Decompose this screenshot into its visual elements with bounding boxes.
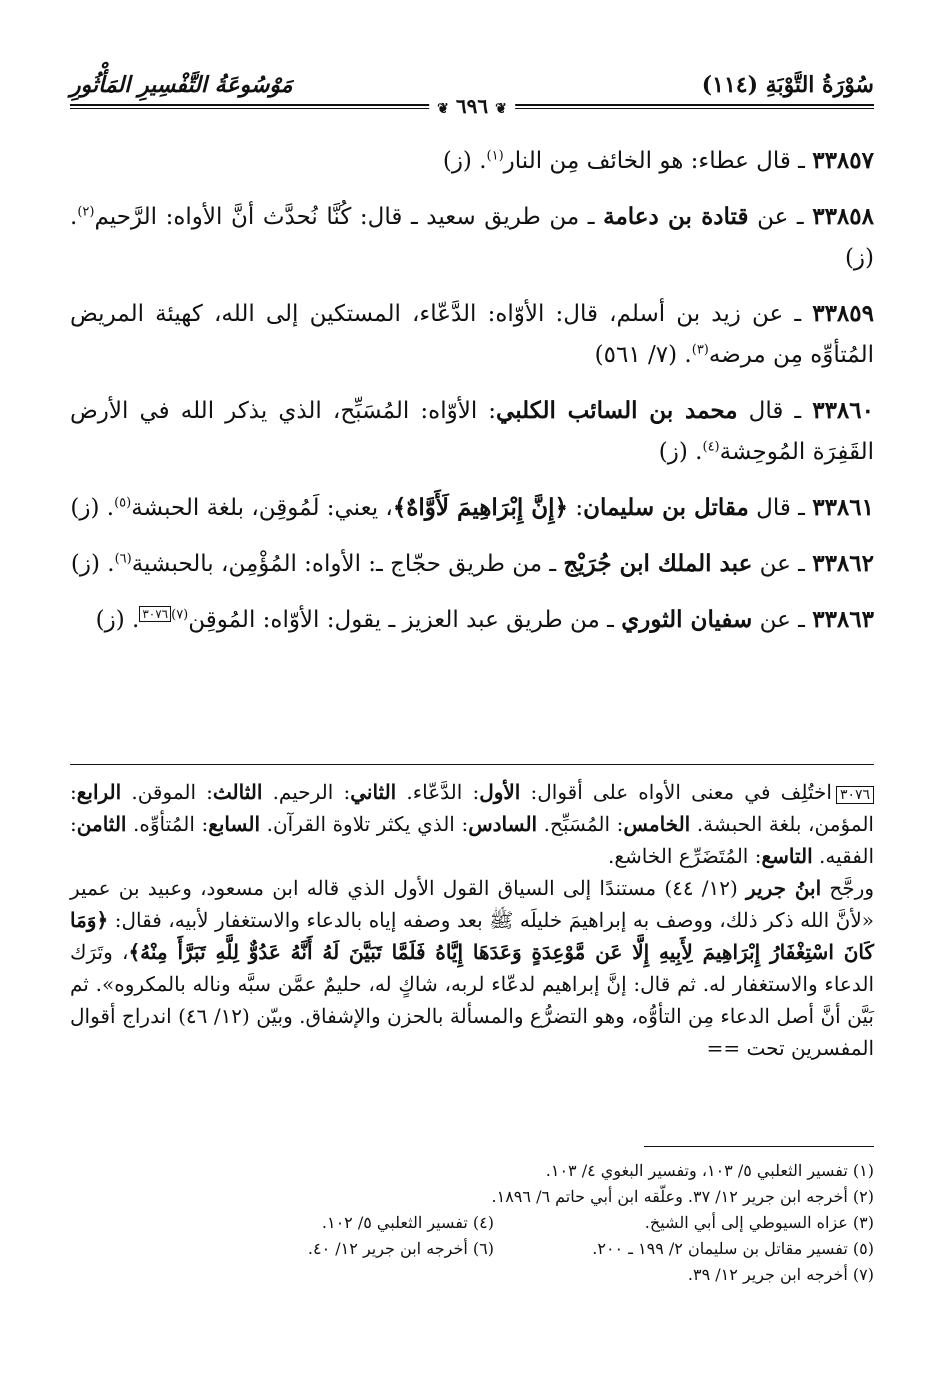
narration-entry	[70, 293, 874, 376]
book-title: مَوْسُوعَةُ التَّفْسِيرِ المَأْثُورِ	[70, 72, 293, 98]
narration-number: ٣٣٨٦٣	[812, 606, 874, 633]
footnote-row	[70, 1184, 874, 1210]
ornament-icon: ❦	[437, 101, 449, 117]
commentary-ref: ٣٠٧٦	[139, 606, 171, 622]
commentary-separator	[70, 764, 874, 765]
text-run: (١٢/ ٤٤) مستندًا إلى السياق القول الأول الذي قاله ابن مسعود، وعبيد بن عمير «لأنَّ الله ذكر ذلك، ووصف به إبراهيمَ خليلَه ﷺ بعد وصفه إياه بالدعاء والاستغفار لأبيه، فقال:	[70, 876, 874, 932]
footnote: (٦) أخرجه ابن جرير ١٢/ ٤٠.	[307, 1239, 494, 1258]
page-number	[429, 94, 515, 118]
footnotes	[70, 1158, 874, 1288]
text-run: :	[568, 495, 584, 521]
commentary-number: ٣٠٧٦	[836, 786, 874, 804]
footnote: (٣) عزاه السيوطي إلى أبي الشيخ.	[644, 1213, 874, 1232]
text-run: : المُتَضَرِّع الخاشع.	[608, 844, 762, 868]
text-run: ـ من طريق حجّاج ـ: الأواه: المُؤْمِن، بالحبشية	[131, 551, 564, 577]
footnote: (٢) أخرجه ابن جرير ١٢/ ٣٧. وعلّقه ابن أبي حاتم ٦/ ١٨٩٦.	[491, 1187, 874, 1206]
narrator-name: محمد بن السائب الكلبي	[496, 397, 738, 424]
text-run: : الرحيم.	[262, 780, 351, 804]
text-run: ـ عن	[752, 551, 813, 577]
footnote-separator	[644, 1146, 874, 1147]
text-run: ـ قال	[748, 495, 813, 521]
narration-entry	[70, 196, 874, 279]
narration-entry	[70, 390, 874, 473]
keyword: الأول	[479, 780, 521, 804]
narration-entry	[70, 599, 874, 641]
text-run: ـ قال	[737, 398, 813, 424]
text-run: ورجَّح	[821, 876, 874, 900]
narration-entry	[70, 487, 874, 529]
keyword: السادس	[468, 812, 538, 836]
text-run: : المُسَبِّح.	[537, 812, 624, 836]
text-run: . (ز)	[70, 495, 115, 521]
keyword: السابع	[208, 812, 261, 836]
narration-number: ٣٣٨٦٢	[812, 550, 874, 577]
page-header	[70, 68, 874, 118]
keyword: الخامس	[623, 812, 691, 836]
narration-number: ٣٣٨٥٩	[812, 300, 874, 327]
footnote-row	[70, 1210, 874, 1236]
footnote: (٧) أخرجه ابن جرير ١٢/ ٣٩.	[687, 1265, 874, 1284]
text-run: . (ز)	[442, 148, 487, 174]
footnote-ref: (٦)	[114, 551, 132, 567]
surah-title: سُوْرَةُ التَّوْبَةِ (١١٤)	[701, 72, 874, 98]
text-run: اختُلِف في معنى الأواه على أقوال:	[520, 780, 832, 804]
narrator-name: عبد الملك ابن جُرَيْج	[563, 550, 753, 577]
footnote: (١) تفسير الثعلبي ٥/ ١٠٣، وتفسير البغوي ٤/ ١٠٣.	[545, 1161, 874, 1180]
narrator-name: قتادة بن دعامة	[603, 203, 749, 230]
text-run: . (٧/ ٥٦١)	[594, 342, 692, 368]
narration-number: ٣٣٨٦٠	[812, 397, 874, 424]
text-run: : المُتأوِّه.	[126, 812, 209, 836]
footnote-row	[70, 1158, 874, 1184]
footnote: (٤) تفسير الثعلبي ٥/ ١٠٢.	[321, 1213, 494, 1232]
commentary-paragraph	[70, 872, 874, 1064]
text-run: ـ عن	[752, 607, 813, 633]
quran-verse: ﴿إِنَّ إِبْرَاهِيمَ لَأَوَّاهٌ﴾	[392, 494, 569, 521]
page-number-text: ٦٩٦	[455, 94, 489, 118]
footnote-ref: (٣)	[691, 342, 709, 358]
footnote-row	[70, 1262, 874, 1288]
narration-entry	[70, 140, 874, 182]
footnote-ref: (٥)	[114, 495, 132, 511]
text-run: ، وتَرَك الدعاء والاستغفار له. ثم قال: إنَّ إبراهيم لدعّاء لربه، شاكٍ له، حليمٌ عمَّن سبَّه وناله بالمكروه». ثم بَيَّن أنَّ أصل الدعاء مِن التأوُّه، وهو التضرُّع والمسألة بالحزن والإشفاق. وبيّن (١٢/ ٤٦) اندراج أقوال المفسرين تحت ==	[70, 940, 874, 1060]
narration-entry	[70, 543, 874, 585]
text-run: . (ز)	[658, 439, 703, 465]
text-run: : المؤمن، بلغة الحبشة.	[70, 780, 874, 836]
text-run: : الموقن.	[121, 780, 213, 804]
footnote-ref: (١)	[486, 148, 504, 164]
narration-number: ٣٣٨٥٨	[812, 203, 874, 230]
commentary	[70, 776, 874, 1064]
text-run: : الأوّاه: المُسَبِّح، الذي يذكر الله في الأرض القَفِرَة المُوحِشة	[70, 398, 874, 465]
footnote-ref: (٢)	[77, 204, 95, 220]
text-run: . (ز)	[70, 204, 874, 271]
text-run: ـ عن	[748, 204, 813, 230]
keyword: الرابع	[76, 780, 122, 804]
ornament-icon: ❦	[495, 101, 507, 117]
text-run: ـ من طريق سعيد ـ قال: كُنَّا نُحدَّث أنَّ الأواه: الرَّحيم	[94, 204, 604, 230]
narration-number: ٣٣٨٥٧	[812, 147, 874, 174]
text-run: : الدَّعّاء.	[396, 780, 480, 804]
text-run: ـ عن زيد بن أسلم، قال: الأوّاه: الدَّعّاء، المستكين إلى الله، كهيئة المريض المُتأوِّه مِن مرضه	[70, 301, 874, 368]
text-run: : الفقيه.	[70, 812, 874, 868]
keyword: الثامن	[76, 812, 127, 836]
quran-verse: ﴿وَمَا كَانَ اسْتِغْفَارُ إِبْرَاهِيمَ لِأَبِيهِ إِلَّا عَن مَّوْعِدَةٍ وَعَدَهَا إِيَّاهُ فَلَمَّا تَبَيَّنَ لَهُ أَنَّهُ عَدُوٌّ لِلَّهِ تَبَرَّأَ مِنْهُ﴾	[70, 908, 875, 964]
keyword: الثاني	[350, 780, 397, 804]
keyword: التاسع	[761, 844, 813, 868]
footnote-ref: (٤)	[702, 439, 720, 455]
narrator-name: مقاتل بن سليمان	[583, 494, 749, 521]
footnote-row	[70, 1236, 874, 1262]
footnote-ref: (٧)	[171, 607, 189, 623]
footnote: (٥) تفسير مقاتل بن سليمان ٢/ ١٩٩ ـ ٢٠٠.	[592, 1239, 874, 1258]
narrations	[70, 140, 874, 655]
narrator-name: سفيان الثوري	[621, 606, 753, 633]
narration-number: ٣٣٨٦١	[812, 494, 874, 521]
text-run: : الذي يكثر تلاوة القرآن.	[260, 812, 469, 836]
commentary-paragraph	[70, 776, 874, 872]
text-run: . (ز)	[70, 551, 115, 577]
text-run: . (ز)	[95, 607, 140, 633]
keyword: ابنُ جرير	[746, 876, 822, 900]
text-run: ـ قال عطاء: هو الخائف مِن النار	[503, 148, 813, 174]
text-run: ـ من طريق عبد العزيز ـ يقول: الأوّاه: المُوقِن	[188, 607, 622, 633]
keyword: الثالث	[212, 780, 263, 804]
text-run: ، يعني: لَمُوقِن، بلغة الحبشة	[131, 495, 393, 521]
